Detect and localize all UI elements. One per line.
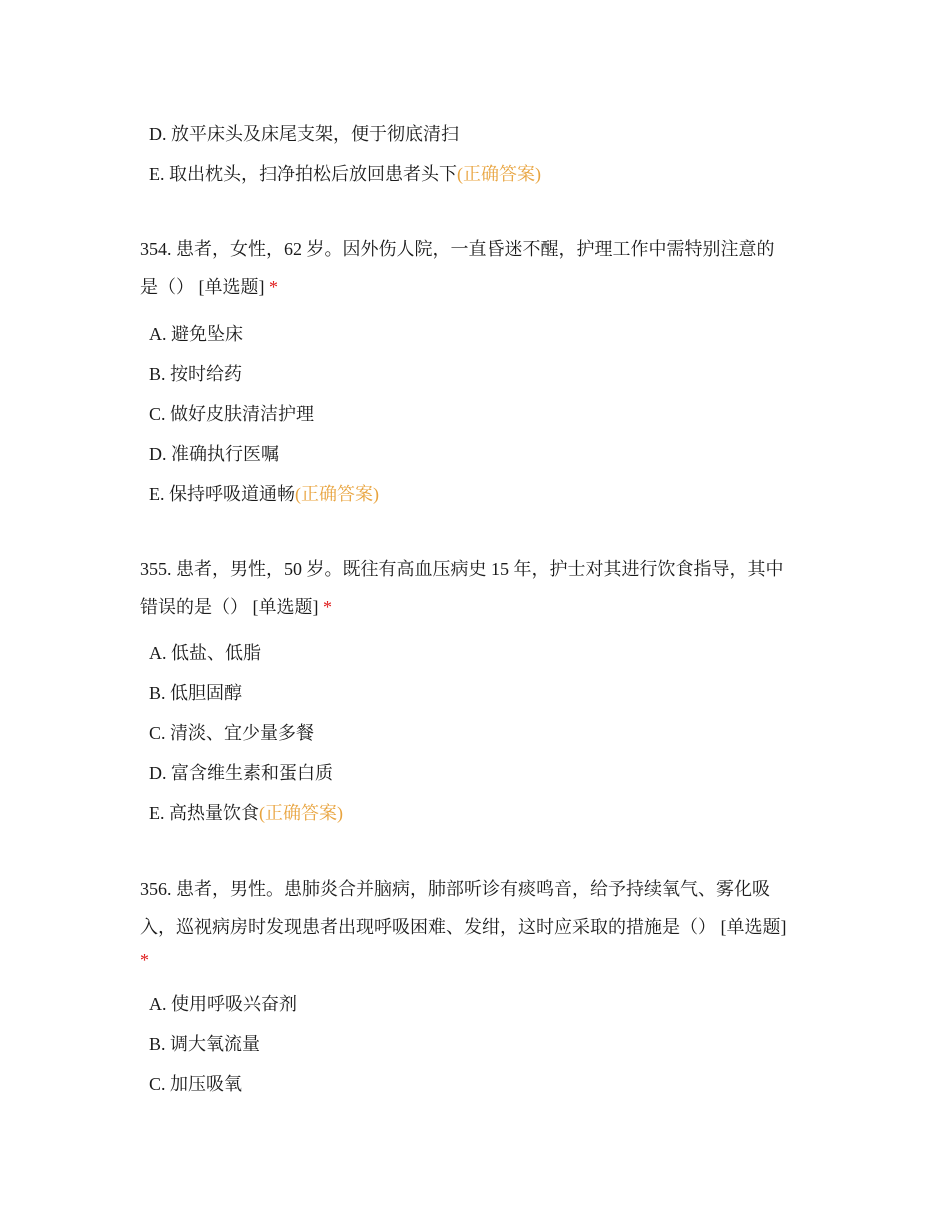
question-355 — [140, 550, 820, 626]
option-d: D. 放平床头及床尾支架，便于彻底清扫 — [149, 124, 459, 144]
option-b: B. 调大氧流量 — [149, 1034, 261, 1054]
question-text-line: 入，巡视病房时发现患者出现呼吸困难、发绀，这时应采取的措施是（） [单选题] — [140, 917, 787, 937]
option-e: E. 取出枕头，扫净拍松后放回患者头下(正确答案) — [149, 164, 541, 184]
question-356 — [140, 870, 820, 974]
option-d: D. 富含维生素和蛋白质 — [149, 763, 333, 783]
required-mark: * — [140, 950, 149, 970]
option-e: E. 高热量饮食(正确答案) — [149, 803, 343, 823]
option-b: B. 按时给药 — [149, 364, 243, 384]
option-c: C. 清淡、宜少量多餐 — [149, 723, 315, 743]
option-a: A. 使用呼吸兴奋剂 — [149, 994, 297, 1014]
option-d: D. 准确执行医嘱 — [149, 444, 279, 464]
option-c: C. 加压吸氧 — [149, 1074, 243, 1094]
required-mark: * — [323, 597, 332, 617]
correct-answer-tag: (正确答案) — [295, 484, 379, 504]
correct-answer-tag: (正确答案) — [457, 164, 541, 184]
option-b: B. 低胆固醇 — [149, 683, 243, 703]
option-c: C. 做好皮肤清洁护理 — [149, 404, 315, 424]
option-e: E. 保持呼吸道通畅(正确答案) — [149, 484, 379, 504]
question-text-line: 错误的是（） [单选题] * — [140, 597, 332, 617]
option-a: A. 低盐、低脂 — [149, 643, 261, 663]
option-a: A. 避免坠床 — [149, 324, 243, 344]
question-354 — [140, 230, 820, 306]
correct-answer-tag: (正确答案) — [259, 803, 343, 823]
question-text-line: 355. 患者，男性，50 岁。既往有高血压病史 15 年，护士对其进行饮食指导，其中 — [140, 559, 784, 579]
question-text-line: 是（） [单选题] * — [140, 277, 278, 297]
required-mark: * — [269, 277, 278, 297]
question-text-line: 354. 患者，女性，62 岁。因外伤人院，一直昏迷不醒，护理工作中需特别注意的 — [140, 239, 775, 259]
question-text-line: 356. 患者，男性。患肺炎合并脑病，肺部听诊有痰鸣音，给予持续氧气、雾化吸 — [140, 879, 770, 899]
